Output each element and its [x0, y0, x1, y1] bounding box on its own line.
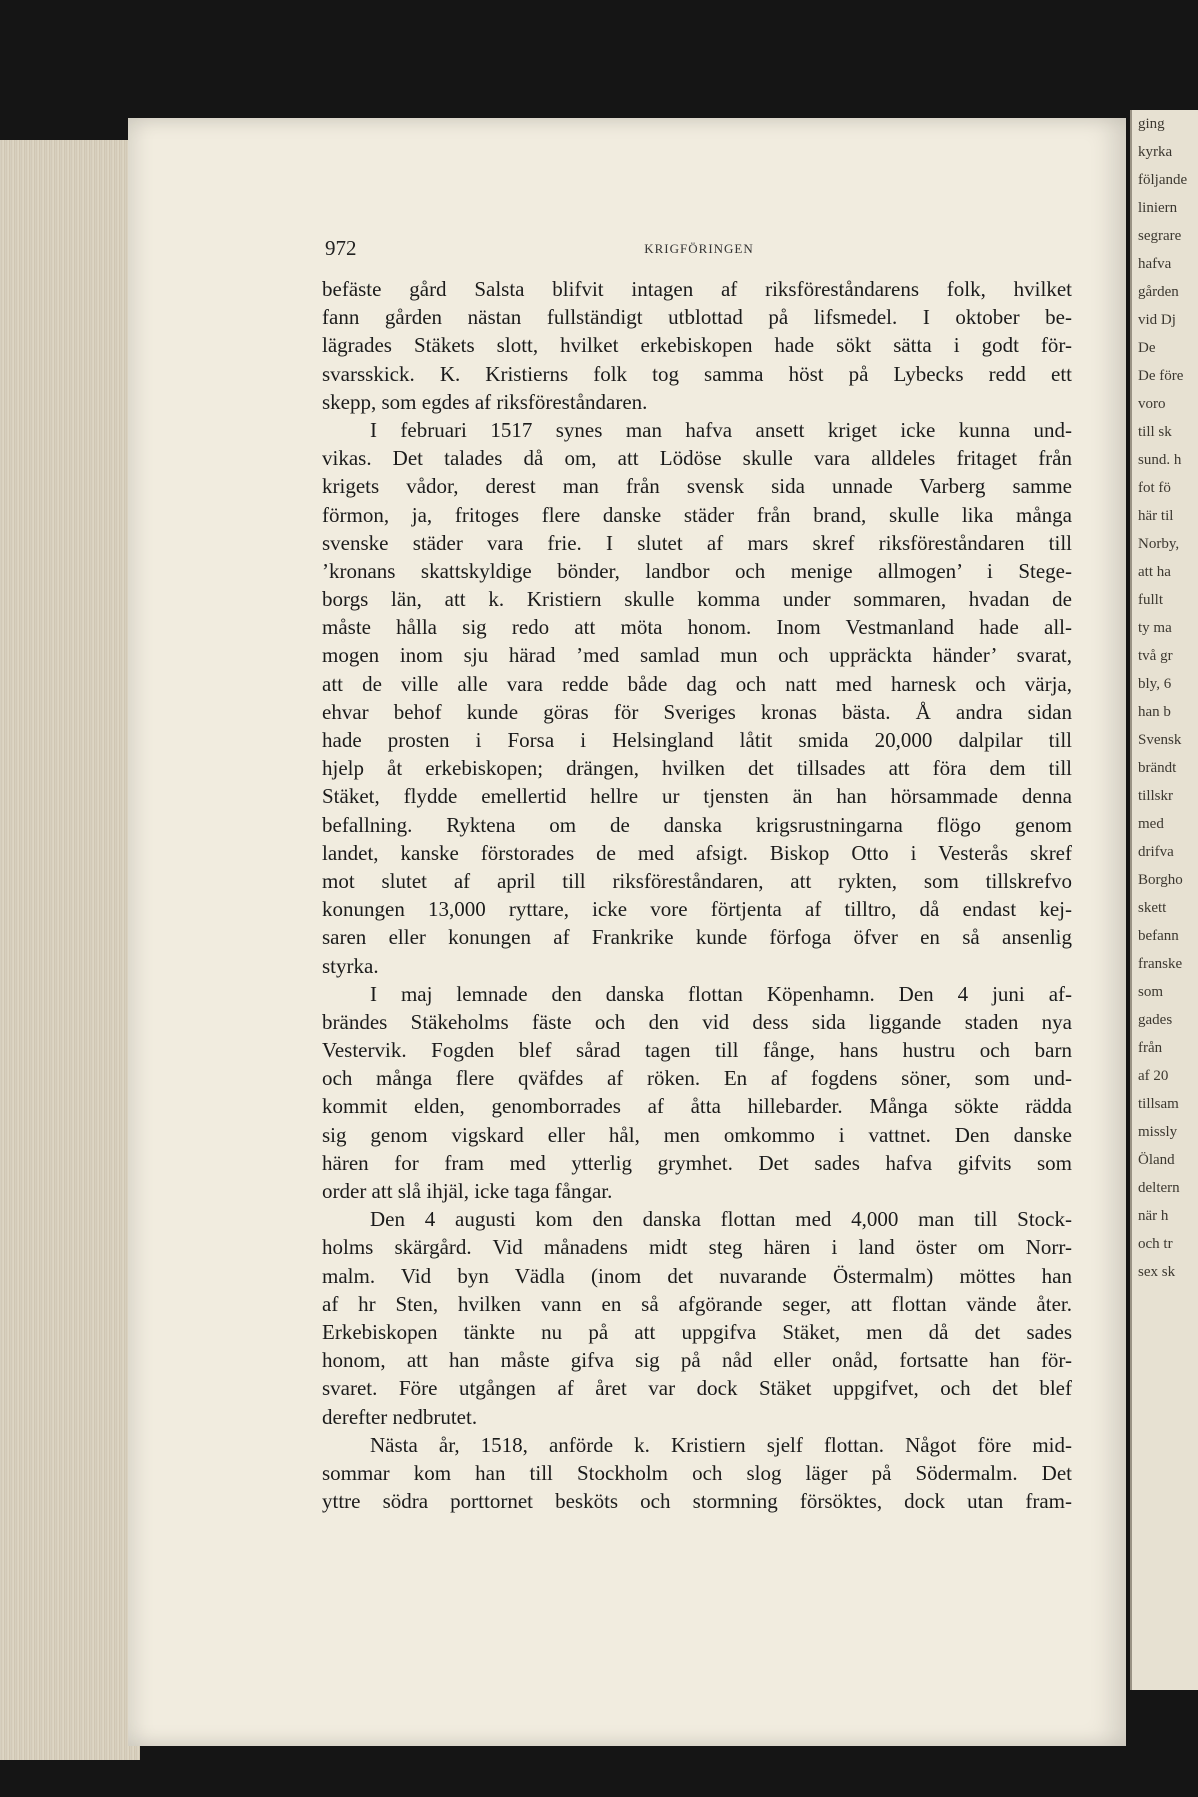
text-line: konungen 13,000 ryttare, icke vore förtjenta af tilltro, då endast kej-: [322, 897, 1072, 922]
text-line: holms skärgård. Vid månadens midt steg hären i land öster om Norr-: [322, 1235, 1072, 1260]
text-line: I februari 1517 synes man hafva ansett kriget icke kunna und-: [370, 417, 1072, 442]
text-line: Erkebiskopen tänkte nu på att uppgifva Stäket, men då det sades: [322, 1319, 1072, 1344]
adjacent-page-fragment: bly, 6: [1138, 676, 1172, 692]
text-line: Nästa år, 1518, anförde k. Kristiern sjelf flottan. Något före mid-: [370, 1432, 1072, 1457]
adjacent-page-fragment: fot fö: [1138, 480, 1171, 496]
text-line: svarsskick. K. Kristierns folk tog samma höst på Lybecks redd ett: [322, 361, 1072, 386]
text-line: ehvar behof kunde göras för Sveriges kronas bästa. Å andra sidan: [322, 699, 1072, 724]
text-line: vikas. Det talades då om, att Lödöse skulle vara alldeles fritaget från: [322, 446, 1072, 471]
adjacent-page-fragment: till sk: [1138, 424, 1172, 440]
running-title: KRIGFÖRINGEN: [644, 241, 754, 256]
adjacent-page-strip: [1130, 110, 1198, 1690]
adjacent-page-fragment: från: [1138, 1040, 1163, 1056]
adjacent-page-fragment: segrare: [1138, 228, 1182, 244]
text-line: borgs län, att k. Kristiern skulle komma under sommaren, hvadan de: [322, 587, 1072, 612]
adjacent-page-fragment: drifva: [1138, 844, 1174, 860]
adjacent-page-fragment: följande: [1138, 172, 1188, 188]
text-line: styrka.: [322, 953, 379, 978]
adjacent-page-fragment: gades: [1138, 1012, 1173, 1028]
adjacent-page-fragment: Borgho: [1138, 872, 1183, 888]
text-line: Den 4 augusti kom den danska flottan med 4,000 man till Stock-: [370, 1207, 1072, 1232]
adjacent-page-fragment: ging: [1138, 116, 1165, 132]
text-line: hjelp åt erkebiskopen; drängen, hvilken det tillsades att föra dem till: [322, 756, 1072, 781]
text-line: hären for fram med ytterlig grymhet. Det sades hafva gifvits som: [322, 1150, 1072, 1175]
adjacent-page-fragment: befann: [1138, 928, 1179, 944]
adjacent-page-fragment: hafva: [1138, 256, 1172, 272]
adjacent-page-fragment: med: [1138, 816, 1164, 832]
book-page-edges: [0, 140, 140, 1760]
text-line: Stäket, flydde emellertid hellre ur tjensten än han hörsammade denna: [322, 784, 1072, 809]
page-header: [325, 236, 1073, 266]
adjacent-page-fragment: fullt: [1138, 592, 1163, 608]
text-line: kommit elden, genomborrades af åtta hillebarder. Många sökte rädda: [322, 1094, 1072, 1119]
text-line: krigets vådor, derest man från svensk sida unnade Varberg samme: [322, 474, 1072, 499]
adjacent-page-fragment: missly: [1138, 1124, 1178, 1140]
text-line: malm. Vid byn Vädla (inom det nuvarande Östermalm) möttes han: [322, 1263, 1072, 1288]
adjacent-page-fragment: sex sk: [1138, 1264, 1176, 1280]
text-line: order att slå ihjäl, icke taga fångar.: [322, 1179, 613, 1203]
text-line: skepp, som egdes af riksföreståndaren.: [322, 389, 648, 414]
adjacent-page-fragment: voro: [1138, 396, 1166, 412]
adjacent-page-fragment: och tr: [1138, 1236, 1173, 1252]
text-line: sig genom vigskard eller hål, men omkommo i vattnet. Den danske: [322, 1122, 1072, 1147]
text-line: svenske städer vara frie. I slutet af mars skref riksföreståndaren till: [322, 530, 1072, 555]
adjacent-page-fragment: af 20: [1138, 1068, 1169, 1084]
text-line: förmon, ja, fritoges flere danske städer från brand, skulle lika många: [322, 502, 1072, 527]
text-line: ’kronans skattskyldige bönder, landbor och menige allmogen’ i Stege-: [322, 558, 1072, 583]
text-line: yttre södra porttornet besköts och stormning försöktes, dock utan fram-: [322, 1489, 1072, 1514]
text-line: derefter nedbrutet.: [322, 1404, 478, 1429]
text-line: mogen inom sju härad ’med samlad mun och uppräckta händer’ svarat,: [322, 643, 1072, 668]
adjacent-page-fragment: som: [1138, 984, 1164, 1000]
adjacent-page-fragment: sund. h: [1138, 452, 1182, 468]
adjacent-page-fragment: när h: [1138, 1208, 1169, 1224]
text-line: att de ville alle vara redde både dag och natt med harnesk och värja,: [322, 671, 1072, 696]
text-line: I maj lemnade den danska flottan Köpenhamn. Den 4 juni af-: [370, 981, 1072, 1006]
adjacent-page-fragment: tillskr: [1138, 788, 1174, 804]
text-line: och många flere qväfdes af röken. En af fogdens söner, som und-: [322, 1066, 1072, 1091]
adjacent-page-fragment: kyrka: [1138, 144, 1173, 160]
text-line: lägrades Stäkets slott, hvilket erkebiskopen hade sökt sätta i godt för-: [322, 333, 1072, 358]
adjacent-page-fragment: här til: [1138, 508, 1174, 524]
text-line: måste hålla sig redo att möta honom. Inom Vestmanland hade all-: [322, 615, 1072, 640]
text-line: mot slutet af april till riksföreståndaren, att rykten, som tillskrefvo: [322, 868, 1072, 893]
text-line: Vestervik. Fogden blef sårad tagen till fånge, hans hustru och barn: [322, 1038, 1072, 1063]
adjacent-page-fragment: De: [1138, 340, 1156, 356]
adjacent-page-fragment: ty ma: [1138, 620, 1172, 636]
text-line: hade prosten i Forsa i Helsingland låtit smida 20,000 dalpilar till: [322, 728, 1072, 752]
adjacent-page-fragment: tillsam: [1138, 1096, 1179, 1112]
adjacent-page-fragment: franske: [1138, 956, 1183, 972]
adjacent-page-fragment: gården: [1138, 284, 1179, 300]
adjacent-page-fragment: skett: [1138, 900, 1167, 916]
adjacent-page-fragment: liniern: [1138, 200, 1178, 216]
adjacent-page-fragment: han b: [1138, 704, 1171, 720]
page-number: 972: [325, 236, 357, 260]
adjacent-page-fragment: deltern: [1138, 1180, 1180, 1196]
text-line: brändes Stäkeholms fäste och den vid dess sida liggande staden nya: [322, 1009, 1072, 1034]
text-line: befäste gård Salsta blifvit intagen af riksföreståndarens folk, hvilket: [322, 277, 1072, 301]
text-line: befallning. Ryktena om de danska krigsrustningarna flögo genom: [322, 812, 1072, 837]
text-line: saren eller konungen af Frankrike kunde förfoga öfver en så ansenlig: [322, 925, 1072, 950]
adjacent-page-fragment: Norby,: [1138, 536, 1180, 552]
text-line: af hr Sten, hvilken vann en så afgörande seger, att flottan vände åter.: [322, 1291, 1072, 1316]
text-line: svaret. Före utgången af året var dock Stäket uppgifvet, och det blef: [322, 1376, 1072, 1401]
text-line: landet, kanske förstorades de med afsigt. Biskop Otto i Vesterås skref: [322, 840, 1072, 865]
adjacent-page-fragment: vid Dj: [1138, 312, 1176, 328]
adjacent-page-fragment: De före: [1138, 368, 1184, 384]
adjacent-page-fragment: två gr: [1138, 648, 1173, 664]
adjacent-page-fragment: att ha: [1138, 564, 1171, 580]
text-line: sommar kom han till Stockholm och slog läger på Södermalm. Det: [322, 1460, 1072, 1485]
body-text: [322, 275, 1072, 1515]
text-line: honom, att han måste gifva sig på nåd eller onåd, fortsatte han för-: [322, 1348, 1072, 1373]
adjacent-page-fragment: Svensk: [1138, 732, 1182, 748]
adjacent-page-fragment: Öland: [1138, 1152, 1175, 1168]
text-line: fann gården nästan fullständigt utblottad på lifsmedel. I oktober be-: [322, 305, 1072, 330]
adjacent-page-fragment: brändt: [1138, 760, 1177, 776]
